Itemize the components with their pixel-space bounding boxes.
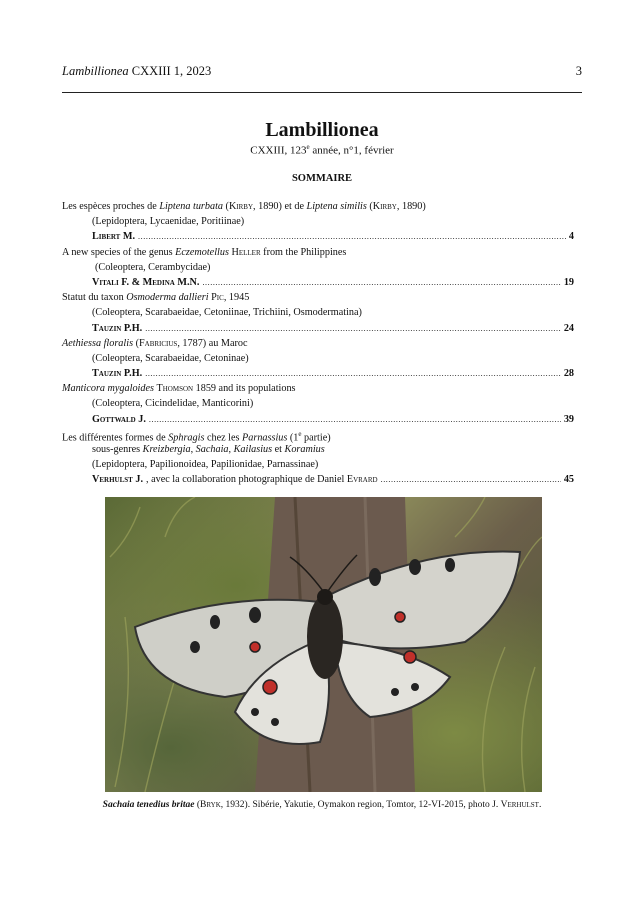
page-number: 3 — [575, 64, 582, 78]
toc-entry-subtitle — [62, 442, 574, 457]
text-fragment: , 1945 — [223, 292, 250, 304]
text-fragment: Statut du taxon — [62, 292, 127, 304]
text-fragment: Pic — [211, 292, 224, 304]
text-fragment: sous-genres — [92, 444, 143, 455]
toc-entry-classification: (Lepidoptera, Lycaenidae, Poritiinae) — [92, 216, 245, 228]
caption-species: Sachaia tenedius britae — [102, 800, 195, 810]
dot-leader — [145, 321, 561, 336]
journal-issue: CXXIII 1, 2023 — [131, 64, 212, 78]
running-head — [62, 64, 582, 79]
toc-entry-classification: (Lepidoptera, Papilionoidea, Papilionidae, Parnassinae) — [92, 459, 319, 471]
dot-leader — [202, 275, 560, 290]
text-fragment: , 1890) — [396, 201, 426, 212]
toc-entry-title — [62, 336, 574, 351]
toc-entry-author: Verhulst J. — [92, 474, 143, 486]
text-fragment: Les différentes formes de — [62, 432, 169, 444]
page-title: Lambillionea — [265, 119, 379, 141]
text-fragment: , avec la collaboration photographique de Daniel — [146, 474, 347, 486]
text-fragment: (1 — [287, 432, 299, 444]
toc-entry-author: Libert M. — [92, 231, 136, 243]
text-fragment: Sphragis — [168, 432, 205, 444]
toc-entry-classification: (Coleoptera, Scarabaeidae, Cetoniinae, Trichiini, Osmodermatina) — [92, 307, 362, 319]
subtitle-post: année, n°1, février — [309, 144, 394, 157]
journal-name: Lambillionea — [62, 64, 129, 78]
text-fragment: Fabricius — [138, 337, 178, 349]
subtitle-pre: CXXIII, 123 — [250, 144, 307, 157]
toc-entry-author-line — [62, 229, 574, 244]
text-fragment: ( — [366, 201, 373, 212]
dot-leader — [138, 229, 566, 244]
text-fragment: Eczemotellus — [175, 246, 229, 258]
toc-entry-author-line — [62, 366, 574, 381]
text-fragment: Osmoderma dallieri — [126, 292, 209, 304]
text-fragment: A new species of the genus — [62, 246, 176, 258]
caption-end: . — [538, 800, 542, 810]
text-fragment: Aethiessa floralis — [62, 337, 134, 349]
dot-leader — [381, 472, 561, 487]
text-fragment: Kreizbergia — [142, 444, 191, 455]
dot-leader — [149, 412, 561, 427]
page-subtitle — [62, 143, 582, 157]
text-fragment: ( — [133, 337, 139, 349]
text-fragment: ( — [223, 201, 229, 212]
text-fragment: partie) — [301, 432, 331, 444]
photo-caption: Sachaia tenedius britae (Bryk, 1932). Sibérie, Yakutie, Oymakon region, Tomtor, 12-VI-2015, photo J. Verhulst. — [102, 800, 542, 810]
text-fragment: Liptena similis — [306, 201, 367, 212]
subtitle-sup: e — [306, 143, 310, 151]
butterfly-head — [317, 589, 333, 605]
toc-entry-author: Vitali F. & Medina M.N. — [92, 276, 200, 288]
toc-entry-title — [62, 245, 574, 260]
running-head-journal — [62, 64, 211, 79]
toc-entry-page: 24 — [563, 322, 574, 334]
toc-entry-page: 4 — [568, 231, 574, 243]
text-fragment: Parnassius — [242, 432, 288, 444]
header-rule — [62, 92, 582, 93]
text-fragment: Evrard — [346, 474, 378, 486]
table-of-contents — [62, 199, 574, 488]
caption-photographer: Verhulst — [500, 800, 539, 810]
text-fragment: Kirby — [228, 201, 254, 212]
toc-entry-author: Gottwald J. — [92, 413, 146, 425]
toc-entry-author-line — [62, 412, 574, 427]
sommaire-heading: SOMMAIRE — [291, 173, 353, 184]
toc-entry-page: 28 — [563, 368, 574, 380]
text-fragment: Sachaia — [195, 444, 229, 455]
toc-entry-collaboration — [146, 472, 378, 487]
toc-entry-page: 19 — [563, 276, 574, 288]
toc-entry-title — [62, 290, 574, 305]
toc-entry-author-line — [62, 472, 574, 487]
text-fragment: Thomson — [156, 383, 194, 395]
text-fragment: , — [228, 444, 234, 455]
text-fragment: , 1787) au Maroc — [177, 337, 248, 349]
caption-rest: , 1932). Sibérie, Yakutie, Oymakon region, Tomtor, 12-VI-2015, photo J. — [220, 800, 501, 810]
toc-entry-author-line — [62, 275, 574, 290]
text-fragment: Kirby — [372, 201, 397, 212]
text-fragment: e — [298, 429, 302, 438]
text-fragment: Heller — [231, 246, 261, 258]
caption-author: Bryk — [200, 800, 221, 810]
text-fragment: 1859 and its populations — [193, 383, 296, 395]
dot-leader — [145, 366, 561, 381]
toc-entry-title — [62, 381, 574, 396]
text-fragment: Manticora mygaloides — [62, 383, 154, 395]
toc-entry-author: Tauzin P.H. — [92, 322, 143, 334]
toc-entry-author: Tauzin P.H. — [92, 368, 143, 380]
text-fragment: Liptena turbata — [159, 201, 223, 212]
toc-entry-page: 45 — [563, 474, 574, 486]
text-fragment: from the Philippines — [260, 246, 347, 258]
toc-entry-classification: (Coleoptera, Cicindelidae, Manticorini) — [92, 398, 254, 410]
toc-entry-author-line — [62, 321, 574, 336]
toc-entry-title — [62, 427, 574, 442]
text-fragment: et — [272, 444, 285, 455]
text-fragment: , — [190, 444, 196, 455]
toc-entry-classification: (Coleoptera, Cerambycidae) — [95, 261, 211, 273]
text-fragment: Les espèces proches de — [62, 201, 160, 212]
toc-entry-page: 39 — [563, 413, 574, 425]
text-fragment: Koramius — [284, 444, 325, 455]
butterfly-photo — [105, 497, 542, 792]
toc-entry-classification: (Coleoptera, Scarabaeidae, Cetoninae) — [92, 352, 249, 364]
text-fragment: chez les — [204, 432, 243, 444]
butterfly-body — [307, 595, 343, 679]
toc-entry-title — [62, 199, 574, 214]
butterfly-illustration — [105, 497, 542, 792]
text-fragment: Kailasius — [233, 444, 273, 455]
text-fragment: , 1890) et de — [253, 201, 307, 212]
